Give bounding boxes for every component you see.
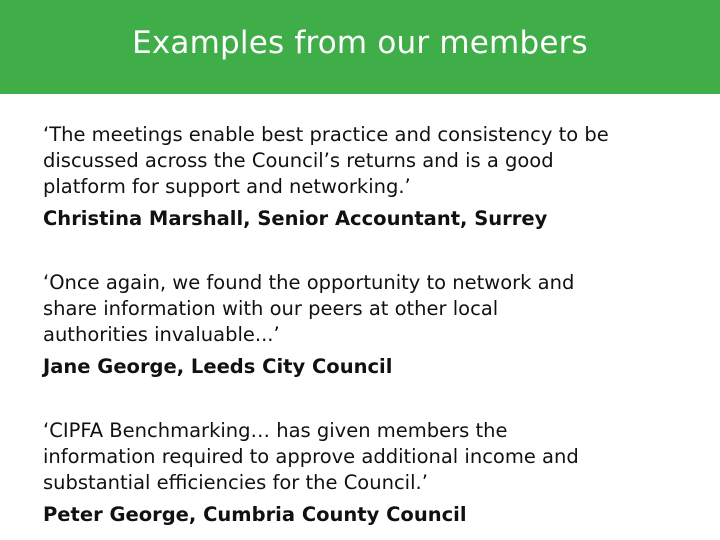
quote-block-2	[43, 270, 693, 380]
title-bar	[0, 0, 720, 94]
quote-text: ‘The meetings enable best practice and consistency to be discussed across the Council’s returns and is a good platform for support and networking.’	[43, 123, 609, 198]
quote-block-1	[43, 122, 693, 232]
quote-text: ‘Once again, we found the opportunity to network and share information with our peers at other local authorities invaluable...’	[43, 271, 575, 346]
quote-attribution: Christina Marshall, Senior Accountant, Surrey	[43, 207, 548, 230]
quote-attribution: Peter George, Cumbria County Council	[43, 503, 467, 526]
quote-attribution: Jane George, Leeds City Council	[43, 355, 393, 378]
slide-title: Examples from our members	[132, 25, 588, 61]
quote-text: ‘CIPFA Benchmarking… has given members the information required to approve additional income and substantial efficiencies for the Council.’	[43, 419, 579, 494]
quote-block-3	[43, 418, 693, 528]
